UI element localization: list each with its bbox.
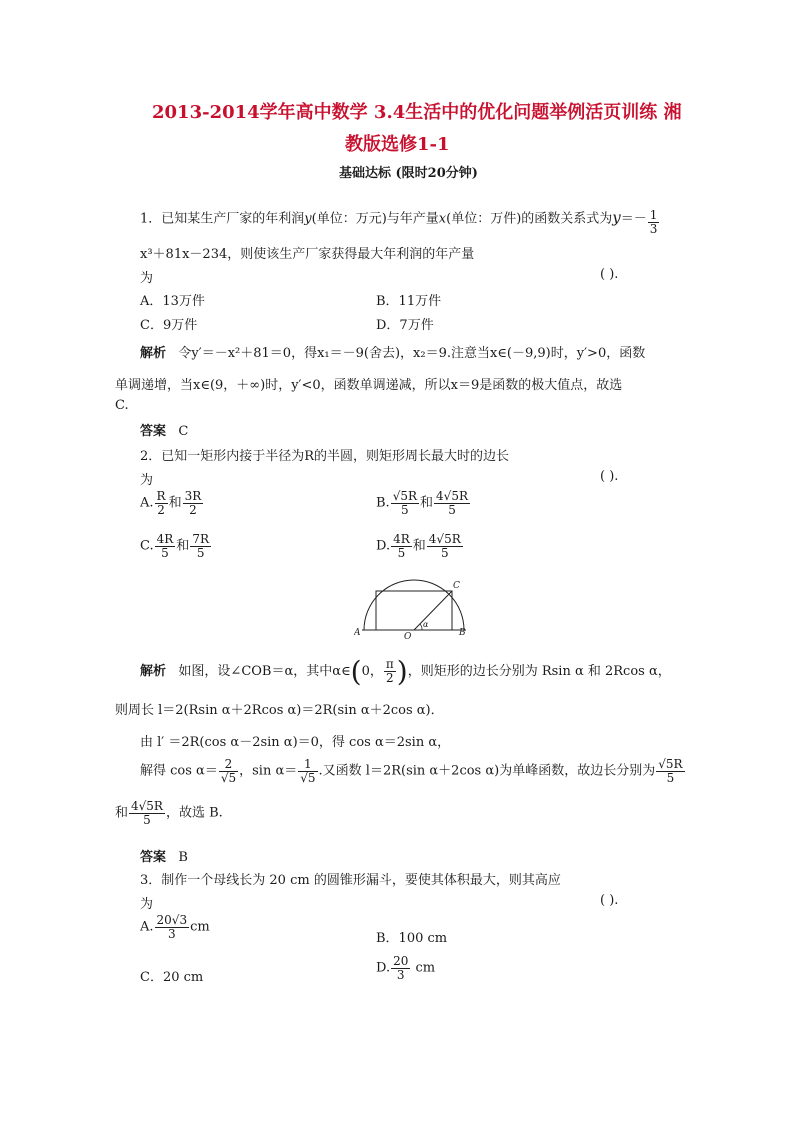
page-title-line2: 教版选修1-1 — [345, 134, 450, 155]
q2-stem-line2: 为 — [140, 473, 154, 488]
q1-analysis: 解析 令y′＝－x²＋81＝0，得x₁＝－9(舍去)，x₂＝9.注意当x∈(－9,9)时，y′>0，函数 — [140, 346, 646, 361]
q2-analysis-line3: 由 l′ ＝2R(cos α－2sin α)＝0，得 cos α＝2sin α， — [140, 735, 451, 750]
q1-answer: 答案 C — [140, 424, 189, 439]
q3-answer-blank: ( ). — [600, 893, 619, 908]
q2-answer: 答案 B — [140, 850, 188, 865]
label-B: B — [459, 628, 466, 638]
section-subtitle: 基础达标 (限时20分钟) — [339, 166, 478, 181]
q3-stem: 3．制作一个母线长为 20 cm 的圆锥形漏斗，要使其体积最大，则其高应 — [140, 873, 561, 888]
q2-analysis-line2: 则周长 l＝2(Rsin α＋2Rcos α)＝2R(sin α＋2cos α)． — [115, 703, 444, 718]
analysis-label: 解析 — [140, 346, 167, 361]
q1-option-a: A．13万件 — [140, 294, 205, 309]
q2-answer-blank: ( ). — [600, 469, 619, 484]
page-title: 2013-2014学年高中数学 3.4生活中的优化问题举例活页训练 湘 — [152, 102, 682, 123]
q3-option-b: B．100 cm — [376, 931, 448, 946]
q1-stem: 1．已知某生产厂家的年利润y(单位：万元)与年产量x(单位：万件)的函数关系式为y＝－ $\frac{1}{3}$ — [140, 208, 658, 236]
label-A: A — [354, 628, 361, 638]
label-O: O — [404, 632, 412, 640]
label-alpha: α — [423, 620, 429, 629]
q1-stem-line2: x³＋81x－234，则使该生产厂家获得最大年利润的年产量 — [140, 247, 475, 262]
q2-option-b: B. $\frac{√5R}{5}$ 和 $\frac{4√5R}{5}$ — [376, 489, 468, 517]
q1-stem-line3: 为 — [140, 271, 154, 286]
q1-option-c: C．9万件 — [140, 318, 198, 333]
q1-option-b: B．11万件 — [376, 294, 442, 309]
q1-answer-blank: ( ). — [600, 267, 619, 282]
q3-option-d: D. $\frac{20}{3}$ cm — [376, 954, 436, 982]
q2-option-c: C. $\frac{4R}{5}$ 和 $\frac{7R}{5}$ — [140, 532, 209, 560]
q3-option-c: C．20 cm — [140, 970, 204, 985]
label-C: C — [453, 581, 460, 591]
q3-stem-line2: 为 — [140, 897, 154, 912]
q1-option-d: D．7万件 — [376, 318, 434, 333]
q2-analysis-line5: 和 $\frac{4√5R}{5}$ ，故选 B. — [115, 799, 223, 827]
q2-analysis-line4: 解得 cos α＝ $\frac{2}{√5}$ ，sin α＝ $\frac{1}{√5}$ .又函数 l＝2R(sin α＋2cos α)为单峰函数，故边长分别为 $\frac{√5R}{5}$ — [140, 757, 683, 785]
semicircle-figure — [354, 574, 472, 640]
q3-option-a: A. $\frac{20√3}{3}$ cm — [140, 913, 210, 941]
q2-option-a: A. $\frac{R}{2}$ 和 $\frac{3R}{2}$ — [140, 489, 202, 517]
q1-analysis-line3: C. — [115, 398, 129, 413]
q1-analysis-line2: 单调递增，当x∈(9，＋∞)时，y′<0，函数单调递减，所以x＝9是函数的极大值点，故选 — [115, 378, 623, 393]
q2-stem: 2．已知一矩形内接于半径为R的半圆，则矩形周长最大时的边长 — [140, 449, 510, 464]
q2-option-d: D. $\frac{4R}{5}$ 和 $\frac{4√5R}{5}$ — [376, 532, 461, 560]
q2-analysis: 解析 如图，设∠COB＝α，其中α∈(0， $\frac{\pi}{2}$ )，则矩形的边长分别为 Rsin α 和 2Rcos α， — [140, 655, 671, 688]
